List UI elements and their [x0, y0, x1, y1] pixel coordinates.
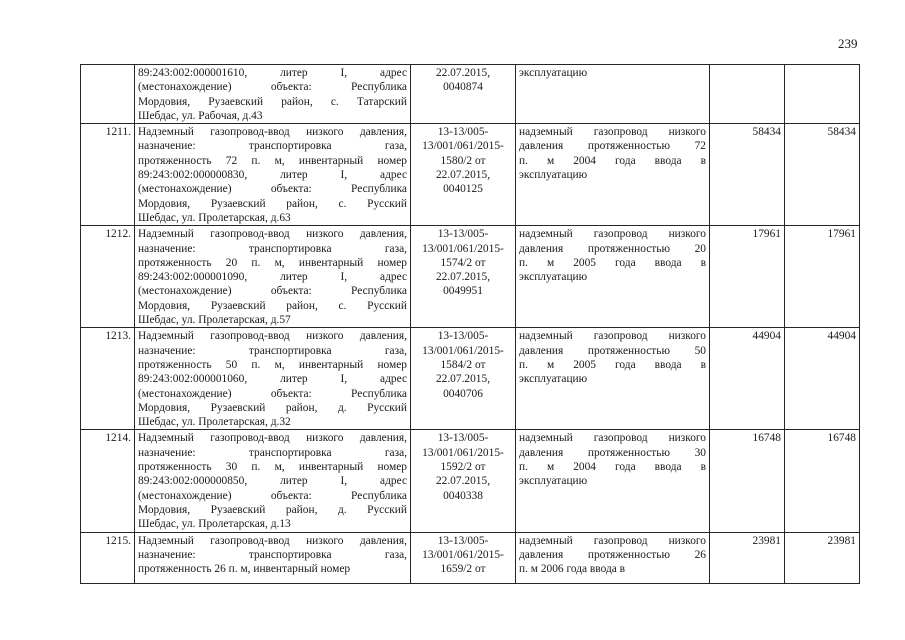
reg-line: 13-13/005- — [437, 330, 489, 343]
desc-line: назначение: транспортировка газа, — [138, 242, 407, 255]
reg-line: 1584/2 от — [440, 358, 486, 371]
row-number-cell: 1214. — [81, 430, 135, 532]
note-line: давления протяженностью 72 — [519, 140, 706, 153]
reg-line: 13/001/061/2015- — [422, 344, 504, 357]
desc-line: протяженность 50 п. м, инвентарный номер — [138, 358, 407, 371]
object-description-cell — [135, 65, 411, 124]
note-line: п. м 2004 года ввода в — [519, 461, 706, 474]
note-line: п. м 2006 года ввода в — [519, 563, 626, 576]
table-row — [81, 226, 860, 328]
note-line: эксплуатацию — [519, 373, 588, 386]
desc-line: Надземный газопровод-ввод низкого давления, — [138, 228, 407, 241]
note-line: надземный газопровод низкого — [519, 330, 706, 343]
note-line: эксплуатацию — [519, 271, 588, 284]
reg-line: 22.07.2015, — [435, 373, 491, 386]
desc-line: (местонахождение) объекта: Республика — [138, 387, 407, 400]
page-number: 239 — [838, 36, 858, 51]
note-line: п. м 2005 года ввода в — [519, 256, 706, 269]
reg-line: 13/001/061/2015- — [422, 446, 504, 459]
note-line: эксплуатацию — [519, 475, 588, 488]
note-line: давления протяженностью 20 — [519, 242, 706, 255]
characteristics-cell — [516, 65, 710, 124]
reg-line: 22.07.2015, — [435, 67, 491, 79]
note-line: давления протяженностью 50 — [519, 344, 706, 357]
desc-line: протяженность 30 п. м, инвентарный номер — [138, 461, 407, 474]
value-cell — [785, 65, 860, 124]
reg-line: 22.07.2015, — [435, 169, 491, 182]
reg-line: 0049951 — [443, 285, 483, 298]
desc-line: (местонахождение) объекта: Республика — [138, 183, 407, 196]
note-line: надземный газопровод низкого — [519, 126, 706, 139]
registration-cell — [411, 65, 516, 124]
desc-line: назначение: транспортировка газа, — [138, 446, 407, 459]
reg-line: 0040338 — [443, 489, 483, 502]
object-description-cell — [135, 226, 411, 328]
desc-line: Мордовия, Рузаевский район, с. Татарский — [138, 95, 407, 108]
desc-line: (местонахождение) объекта: Республика — [138, 285, 407, 298]
registration-cell — [411, 430, 516, 532]
table-row — [81, 430, 860, 532]
desc-line: назначение: транспортировка газа, — [138, 548, 407, 561]
characteristics-cell — [516, 226, 710, 328]
desc-line: Шебдас, ул. Рабочая, д.43 — [138, 109, 263, 122]
desc-line: Надземный газопровод-ввод низкого давления, — [138, 330, 407, 343]
characteristics-cell — [516, 430, 710, 532]
desc-line: протяженность 20 п. м, инвентарный номер — [138, 256, 407, 269]
row-number-cell: 1215. — [81, 532, 135, 583]
desc-line: Надземный газопровод-ввод низкого давления, — [138, 534, 407, 547]
registry-body — [81, 65, 860, 584]
desc-line: Шебдас, ул. Пролетарская, д.32 — [138, 416, 291, 429]
value-cell: 58434 — [785, 124, 860, 226]
row-number-cell — [81, 65, 135, 124]
desc-line: протяженность 26 п. м, инвентарный номер — [138, 563, 351, 576]
value-cell: 23981 — [710, 532, 785, 583]
reg-line: 22.07.2015, — [435, 271, 491, 284]
reg-line: 1659/2 от — [440, 563, 486, 576]
registry-table — [80, 64, 860, 584]
note-line: п. м 2005 года ввода в — [519, 358, 706, 371]
table-row — [81, 124, 860, 226]
registration-cell — [411, 124, 516, 226]
desc-line: (местонахождение) объекта: Республика — [138, 81, 407, 94]
desc-line: Шебдас, ул. Пролетарская, д.13 — [138, 518, 291, 531]
desc-line: Мордовия, Рузаевский район, с. Русский — [138, 197, 407, 210]
row-number-cell: 1213. — [81, 328, 135, 430]
desc-line: Мордовия, Рузаевский район, д. Русский — [138, 503, 407, 516]
reg-line: 0040874 — [443, 81, 483, 94]
desc-line: назначение: транспортировка газа, — [138, 344, 407, 357]
object-description-cell — [135, 430, 411, 532]
note-line: давления протяженностью 26 — [519, 548, 706, 561]
desc-line: 89:243:002:000000830, литер I, адрес — [138, 169, 407, 182]
object-description-cell — [135, 328, 411, 430]
registration-cell — [411, 532, 516, 583]
row-number-cell: 1211. — [81, 124, 135, 226]
object-description-cell — [135, 124, 411, 226]
reg-line: 13-13/005- — [437, 126, 489, 139]
reg-line: 13/001/061/2015- — [422, 548, 504, 561]
value-cell — [710, 65, 785, 124]
note-line: эксплуатацию — [519, 169, 588, 182]
reg-line: 13/001/061/2015- — [422, 242, 504, 255]
row-number-cell: 1212. — [81, 226, 135, 328]
table-row — [81, 65, 860, 124]
value-cell: 44904 — [710, 328, 785, 430]
reg-line: 22.07.2015, — [435, 475, 491, 488]
value-cell: 17961 — [710, 226, 785, 328]
reg-line: 1580/2 от — [440, 154, 486, 167]
reg-line: 1574/2 от — [440, 256, 486, 269]
desc-line: Мордовия, Рузаевский район, д. Русский — [138, 401, 407, 414]
value-cell: 44904 — [785, 328, 860, 430]
table-row — [81, 328, 860, 430]
value-cell: 16748 — [710, 430, 785, 532]
note-line: п. м 2004 года ввода в — [519, 154, 706, 167]
desc-line: Надземный газопровод-ввод низкого давления, — [138, 432, 407, 445]
desc-line: Шебдас, ул. Пролетарская, д.57 — [138, 314, 291, 327]
desc-line: Мордовия, Рузаевский район, с. Русский — [138, 299, 407, 312]
reg-line: 13-13/005- — [437, 534, 489, 547]
reg-line: 13/001/061/2015- — [422, 140, 504, 153]
object-description-cell — [135, 532, 411, 583]
reg-line: 13-13/005- — [437, 432, 489, 445]
desc-line: Шебдас, ул. Пролетарская, д.63 — [138, 211, 291, 224]
desc-line: Надземный газопровод-ввод низкого давления, — [138, 126, 407, 139]
value-cell: 17961 — [785, 226, 860, 328]
characteristics-cell — [516, 124, 710, 226]
desc-line: 89:243:002:000001610, литер I, адрес — [138, 67, 407, 79]
value-cell: 58434 — [710, 124, 785, 226]
table-row — [81, 532, 860, 583]
characteristics-cell — [516, 532, 710, 583]
desc-line: назначение: транспортировка газа, — [138, 140, 407, 153]
desc-line: 89:243:002:000001090, литер I, адрес — [138, 271, 407, 284]
note-line: надземный газопровод низкого — [519, 534, 706, 547]
registration-cell — [411, 226, 516, 328]
note-line: надземный газопровод низкого — [519, 228, 706, 241]
characteristics-cell — [516, 328, 710, 430]
note-line: давления протяженностью 30 — [519, 446, 706, 459]
value-cell: 16748 — [785, 430, 860, 532]
desc-line: 89:243:002:000000850, литер I, адрес — [138, 475, 407, 488]
note-line: надземный газопровод низкого — [519, 432, 706, 445]
reg-line: 13-13/005- — [437, 228, 489, 241]
desc-line: протяженность 72 п. м, инвентарный номер — [138, 154, 407, 167]
note-line: эксплуатацию — [519, 67, 588, 79]
desc-line: 89:243:002:000001060, литер I, адрес — [138, 373, 407, 386]
reg-line: 0040125 — [443, 183, 483, 196]
registration-cell — [411, 328, 516, 430]
reg-line: 1592/2 от — [440, 461, 486, 474]
reg-line: 0040706 — [443, 387, 483, 400]
value-cell: 23981 — [785, 532, 860, 583]
desc-line: (местонахождение) объекта: Республика — [138, 489, 407, 502]
